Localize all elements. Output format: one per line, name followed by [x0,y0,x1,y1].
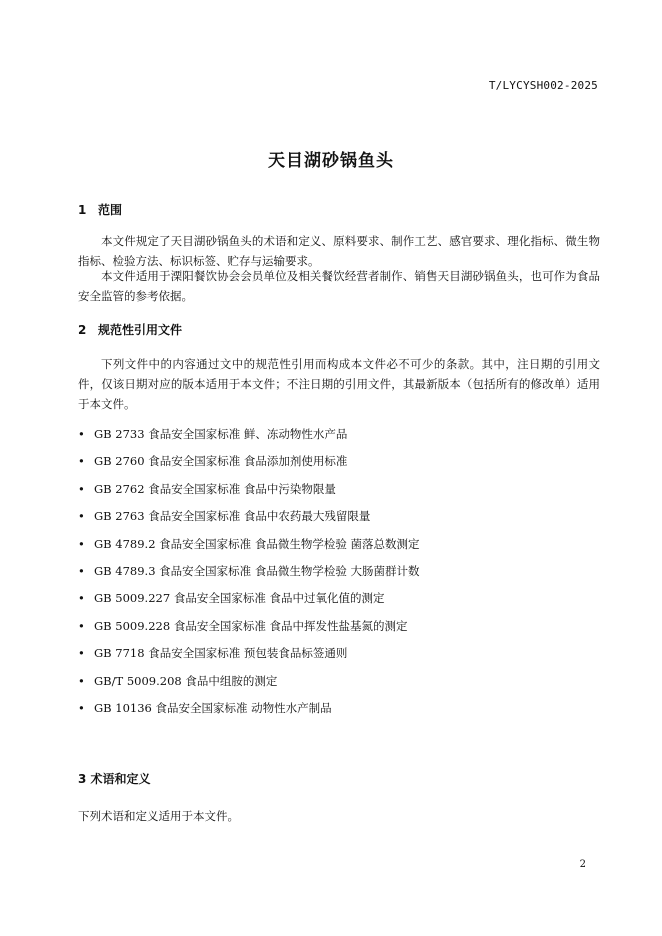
list-item [78,588,420,615]
list-item [78,479,420,506]
bullet-icon: • [78,673,85,688]
section-1-title: 范围 [98,203,123,217]
list-item [78,643,420,670]
reference-text: GB 2733 食品安全国家标准 鲜、冻动物性水产品 [94,427,348,441]
references-intro: 下列文件中的内容通过文中的规范性引用而构成本文件必不可少的条款。其中，注日期的引用文件，仅该日期对应的版本适用于本文件；不注日期的引用文件，其最新版本（包括所有的修改单）适用于本文件。 [78,357,600,411]
list-item [78,506,420,533]
scope-paragraph-1: 本文件规定了天目湖砂锅鱼头的术语和定义、原料要求、制作工艺、感官要求、理化指标、微生物指标、检验方法、标识标签、贮存与运输要求。 [78,234,600,268]
section-2-title: 规范性引用文件 [98,323,183,337]
reference-text: GB 4789.3 食品安全国家标准 食品微生物学检验 大肠菌群计数 [94,563,420,578]
bullet-icon: • [78,618,85,633]
section-1-number: 1 [78,203,87,217]
terms-intro: 下列术语和定义适用于本文件。 [78,809,239,823]
reference-text: GB 4789.2 食品安全国家标准 食品微生物学检验 菌落总数测定 [94,536,420,551]
bullet-icon: • [78,481,85,496]
bullet-icon: • [78,591,85,606]
page-number: 2 [579,859,586,870]
list-item [78,451,420,478]
section-2-number: 2 [78,323,87,337]
reference-text: GB 2763 食品安全国家标准 食品中农药最大残留限量 [94,509,371,524]
bullet-icon: • [78,700,85,715]
page-title: 天目湖砂锅鱼头 [268,151,394,171]
reference-text: GB/T 5009.208 食品中组胺的测定 [94,673,278,688]
bullet-icon: • [78,563,85,578]
bullet-icon: • [78,509,85,524]
bullet-icon: • [78,454,85,469]
section-1-heading [78,201,122,218]
bullet-icon: • [78,427,85,441]
section-2-heading [78,321,182,338]
reference-text: GB 2760 食品安全国家标准 食品添加剂使用标准 [94,454,348,469]
section-3-heading: 3 术语和定义 [78,772,151,786]
bullet-icon: • [78,536,85,551]
reference-list [78,424,420,725]
list-item [78,698,420,725]
reference-text: GB 2762 食品安全国家标准 食品中污染物限量 [94,481,336,496]
reference-text: GB 5009.228 食品安全国家标准 食品中挥发性盐基氮的测定 [94,618,408,633]
reference-text: GB 7718 食品安全国家标准 预包装食品标签通则 [94,646,348,661]
list-item [78,616,420,643]
list-item [78,671,420,698]
reference-text: GB 5009.227 食品安全国家标准 食品中过氧化值的测定 [94,591,385,606]
list-item [78,561,420,588]
document-code: T/LYCYSH002-2025 [488,79,598,92]
bullet-icon: • [78,646,85,661]
reference-text: GB 10136 食品安全国家标准 动物性水产制品 [94,700,332,715]
scope-paragraph-2: 本文件适用于溧阳餐饮协会会员单位及相关餐饮经营者制作、销售天目湖砂锅鱼头，也可作为食品安全监管的参考依据。 [78,269,600,303]
list-item [78,424,420,451]
list-item [78,534,420,561]
